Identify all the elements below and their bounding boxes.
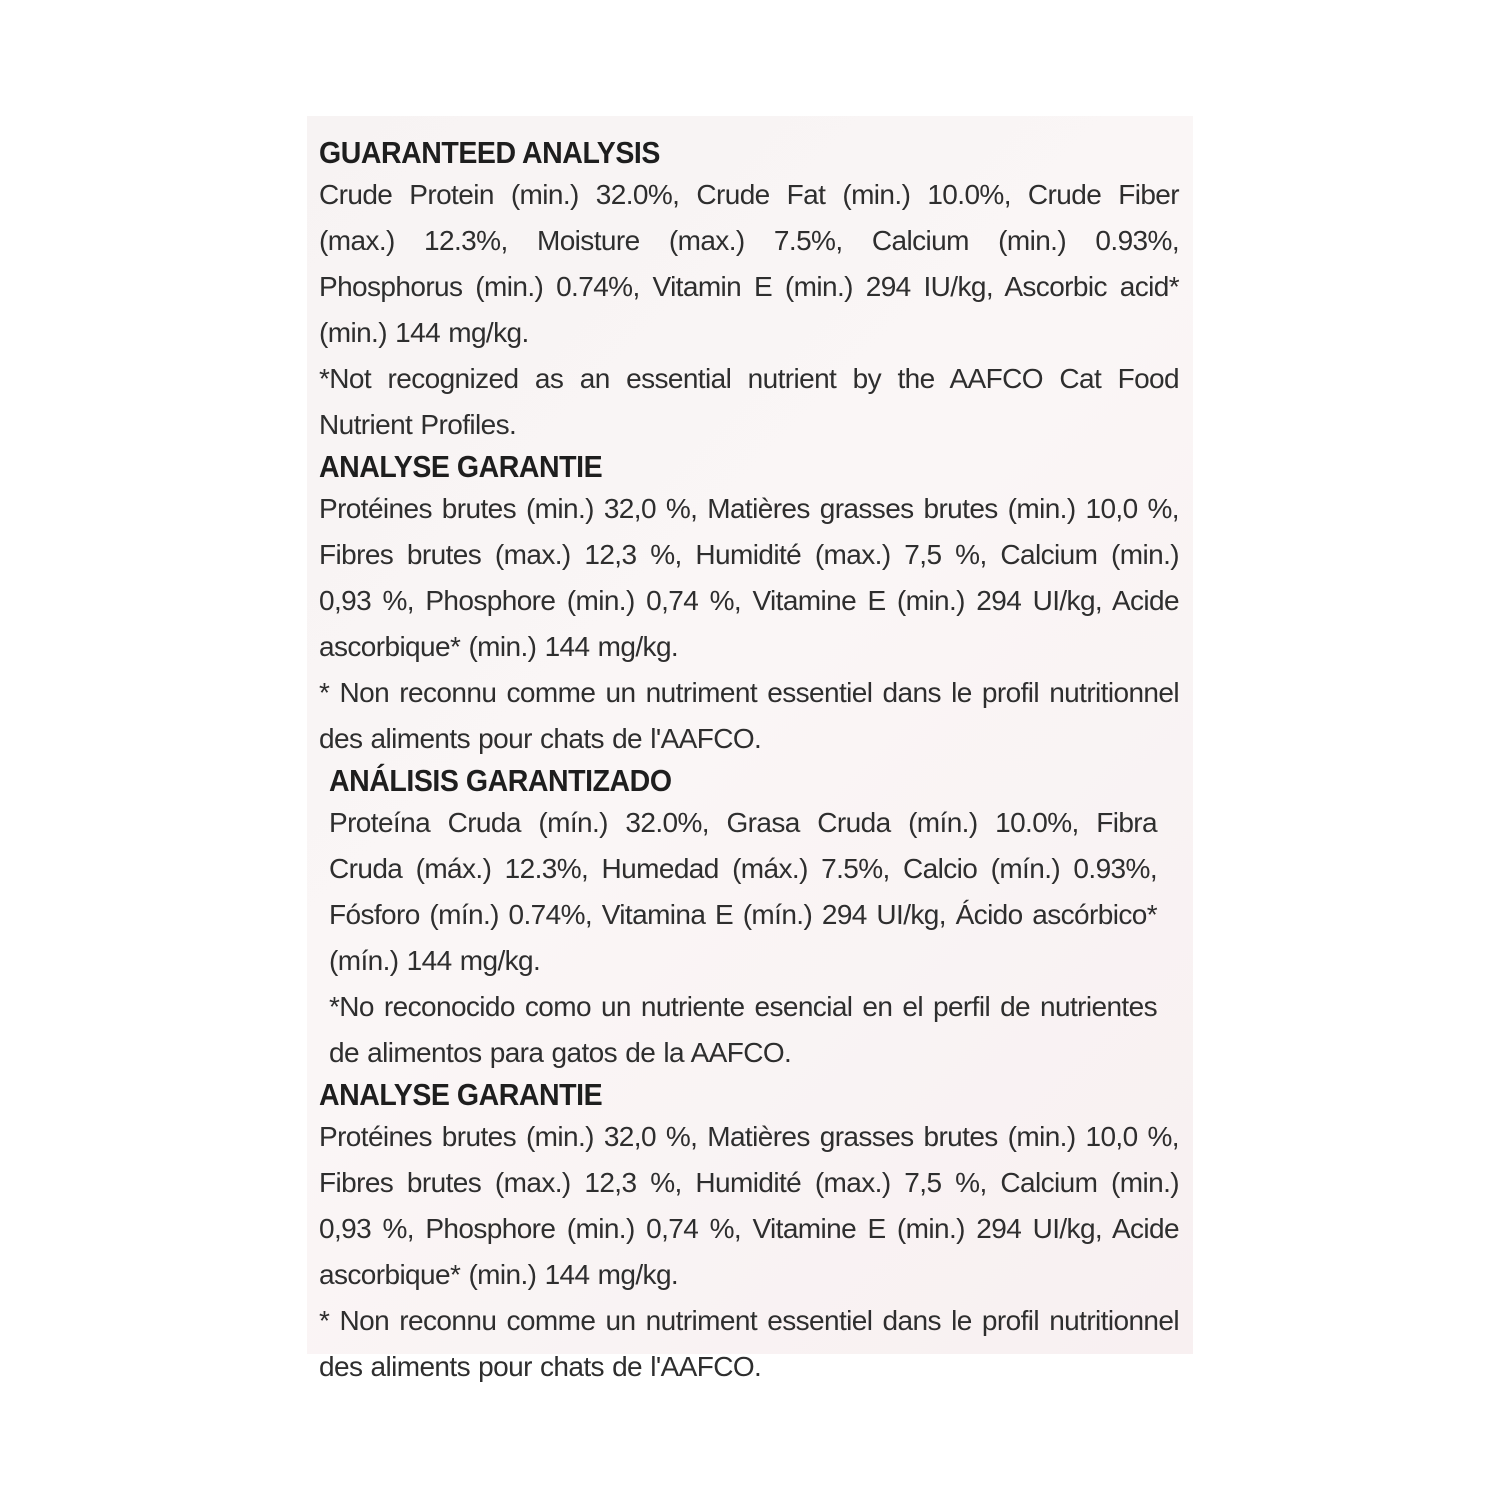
- section-analisis-garantizado-es: [319, 762, 1179, 1076]
- section-body: Proteína Cruda (mín.) 32.0%, Grasa Cruda (mín.) 10.0%, Fibra Cruda (máx.) 12.3%, Humedad (máx.) 7.5%, Calcio (mín.) 0.93%, Fósforo (mín.) 0.74%, Vitamina E (mín.) 294 UI/kg, Ácido ascórbico* (mín.) 144 mg/kg.: [329, 807, 1157, 976]
- section-heading: ANALYSE GARANTIE: [319, 1077, 603, 1112]
- section-body: Crude Protein (min.) 32.0%, Crude Fat (min.) 10.0%, Crude Fiber (max.) 12.3%, Moisture (max.) 7.5%, Calcium (min.) 0.93%, Phosphorus (min.) 0.74%, Vitamin E (min.) 294 IU/kg, Ascorbic acid* (min.) 144 mg/kg.: [319, 179, 1179, 348]
- section-heading: ANÁLISIS GARANTIZADO: [329, 763, 672, 798]
- section-body: Protéines brutes (min.) 32,0 %, Matières grasses brutes (min.) 10,0 %, Fibres brutes (max.) 12,3 %, Humidité (max.) 7,5 %, Calcium (min.) 0,93 %, Phosphore (min.) 0,74 %, Vitamine E (min.) 294 UI/kg, Acide ascorbique* (min.) 144 mg/kg.: [319, 1121, 1179, 1290]
- section-footnote: *No reconocido como un nutriente esencial en el perfil de nutrientes de alimentos para gatos de la AAFCO.: [329, 991, 1157, 1068]
- label-panel: [307, 116, 1193, 1382]
- section-footnote: *Not recognized as an essential nutrient by the AAFCO Cat Food Nutrient Profiles.: [319, 363, 1179, 440]
- section-guaranteed-analysis-en: [319, 134, 1179, 448]
- section-footnote: * Non reconnu comme un nutriment essentiel dans le profil nutritionnel des aliments pour chats de l'AAFCO.: [319, 1305, 1179, 1382]
- section-body: Protéines brutes (min.) 32,0 %, Matières grasses brutes (min.) 10,0 %, Fibres brutes (max.) 12,3 %, Humidité (max.) 7,5 %, Calcium (min.) 0,93 %, Phosphore (min.) 0,74 %, Vitamine E (min.) 294 UI/kg, Acide ascorbique* (min.) 144 mg/kg.: [319, 493, 1179, 662]
- section-analyse-garantie-fr-1: [319, 448, 1179, 762]
- section-heading: GUARANTEED ANALYSIS: [319, 135, 660, 170]
- section-footnote: * Non reconnu comme un nutriment essentiel dans le profil nutritionnel des aliments pour chats de l'AAFCO.: [319, 677, 1179, 754]
- section-analyse-garantie-fr-2: [319, 1076, 1179, 1390]
- section-heading: ANALYSE GARANTIE: [319, 449, 603, 484]
